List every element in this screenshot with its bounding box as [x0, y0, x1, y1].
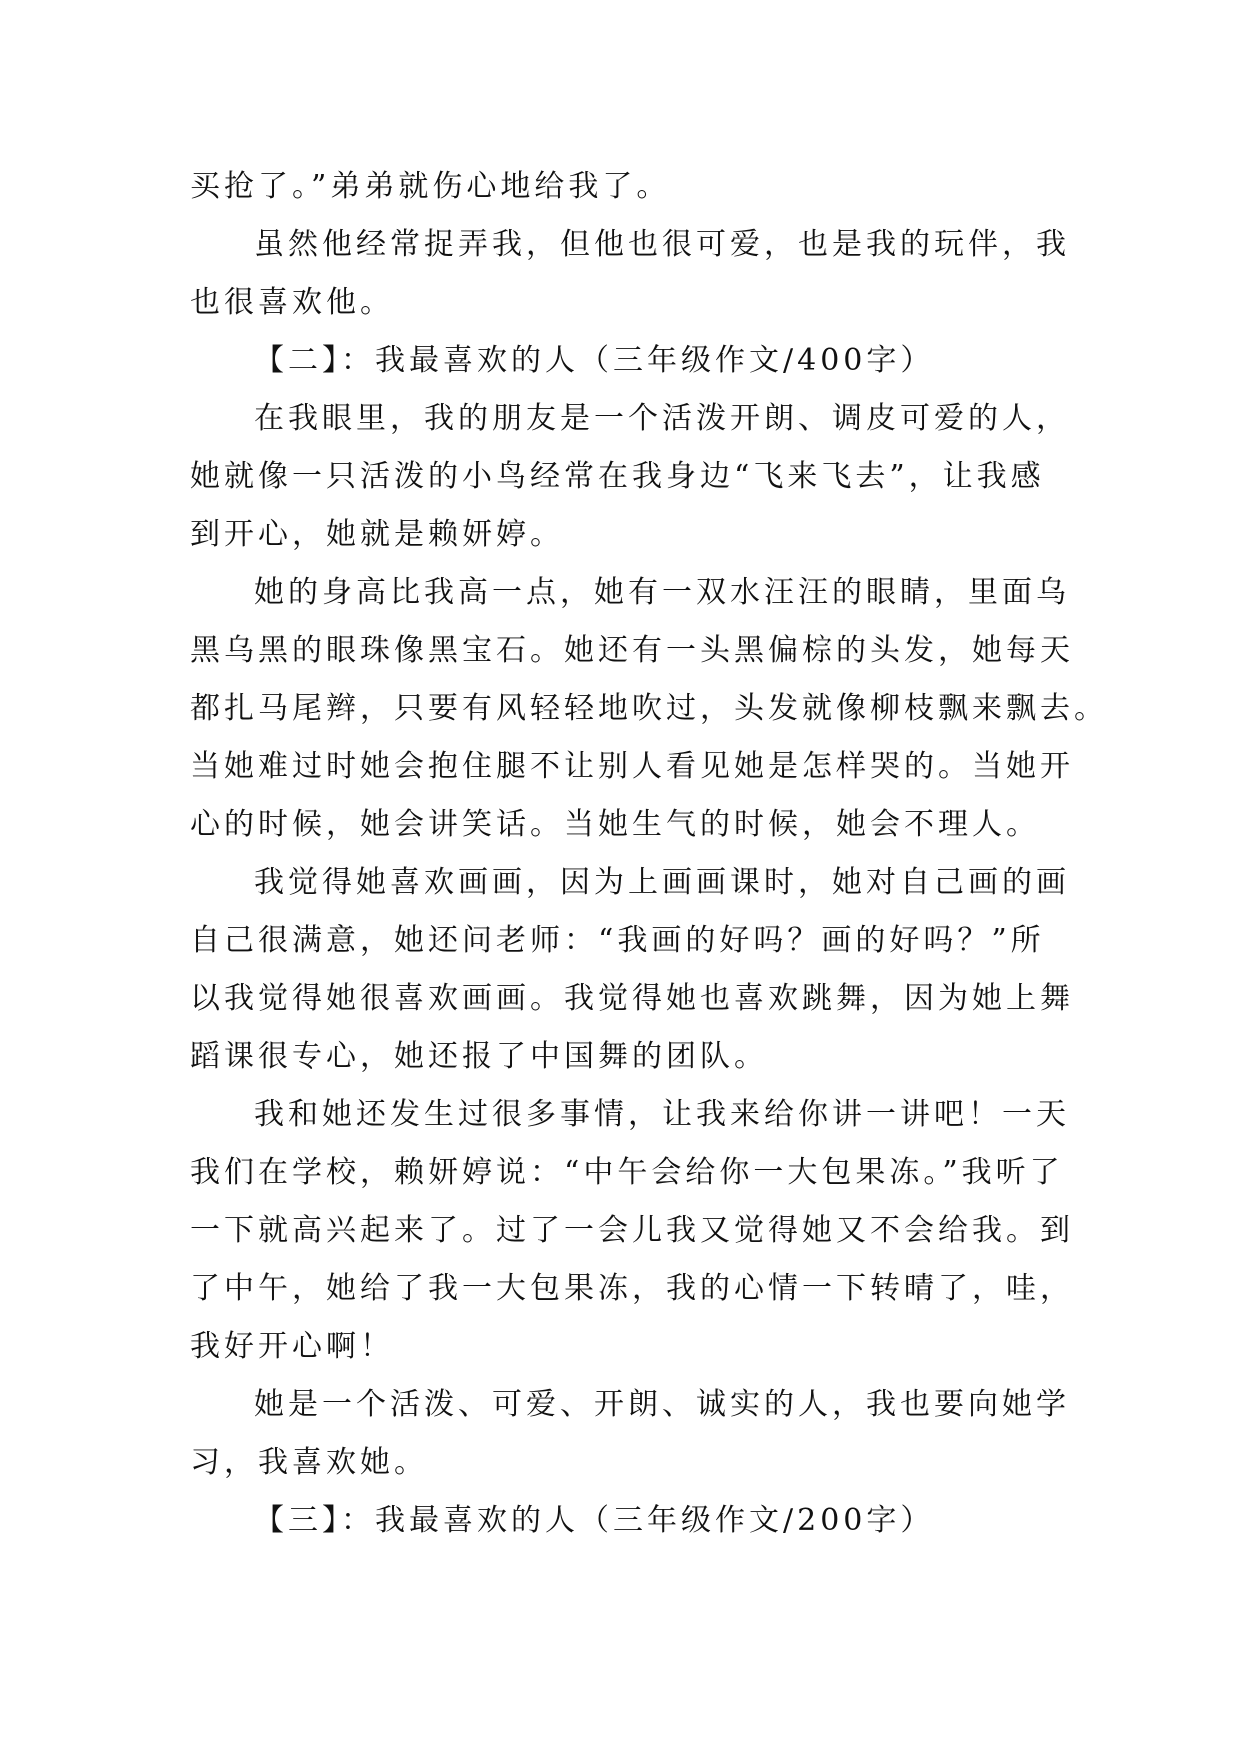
section-heading: 【二】：我最喜欢的人（三年级作文/400字） — [254, 343, 935, 378]
text-line: 以我觉得她很喜欢画画。我觉得她也喜欢跳舞，因为她上舞 — [190, 981, 1074, 1016]
text-line: 黑乌黑的眼珠像黑宝石。她还有一头黑偏棕的头发，她每天 — [190, 633, 1074, 668]
section-heading: 【三】：我最喜欢的人（三年级作文/200字） — [254, 1503, 935, 1538]
paragraph-start: 虽然他经常捉弄我，但他也很可爱，也是我的玩伴，我 — [254, 227, 1070, 262]
paragraph-start: 我觉得她喜欢画画，因为上画画课时，她对自己画的画 — [254, 865, 1070, 900]
text-line: 我们在学校，赖妍婷说：“中午会给你一大包果冻。”我听了 — [190, 1155, 1064, 1190]
text-line: 当她难过时她会抱住腿不让别人看见她是怎样哭的。当她开 — [190, 749, 1074, 784]
text-line: 到开心，她就是赖妍婷。 — [190, 517, 564, 552]
text-line: 买抢了。”弟弟就伤心地给我了。 — [190, 169, 671, 204]
document-body — [190, 158, 1108, 1550]
paragraph-start: 我和她还发生过很多事情，让我来给你讲一讲吧！一天 — [254, 1097, 1070, 1132]
text-line: 一下就高兴起来了。过了一会儿我又觉得她又不会给我。到 — [190, 1213, 1074, 1248]
paragraph-start: 在我眼里，我的朋友是一个活泼开朗、调皮可爱的人， — [254, 401, 1070, 436]
text-line: 我好开心啊！ — [190, 1329, 394, 1364]
text-line: 了中午，她给了我一大包果冻，我的心情一下转晴了，哇， — [190, 1271, 1074, 1306]
paragraph-start: 她是一个活泼、可爱、开朗、诚实的人，我也要向她学 — [254, 1387, 1070, 1422]
text-line: 习，我喜欢她。 — [190, 1445, 428, 1480]
text-line: 自己很满意，她还问老师：“我画的好吗？画的好吗？”所 — [190, 923, 1045, 958]
text-line: 心的时候，她会讲笑话。当她生气的时候，她会不理人。 — [190, 807, 1040, 842]
text-line: 蹈课很专心，她还报了中国舞的团队。 — [190, 1039, 768, 1074]
paragraph-start: 她的身高比我高一点，她有一双水汪汪的眼睛，里面乌 — [254, 575, 1070, 610]
text-line: 她就像一只活泼的小鸟经常在我身边“飞来飞去”，让我感 — [190, 459, 1045, 494]
text-line: 都扎马尾辫，只要有风轻轻地吹过，头发就像柳枝飘来飘去。 — [190, 691, 1108, 726]
text-line: 也很喜欢他。 — [190, 285, 394, 320]
